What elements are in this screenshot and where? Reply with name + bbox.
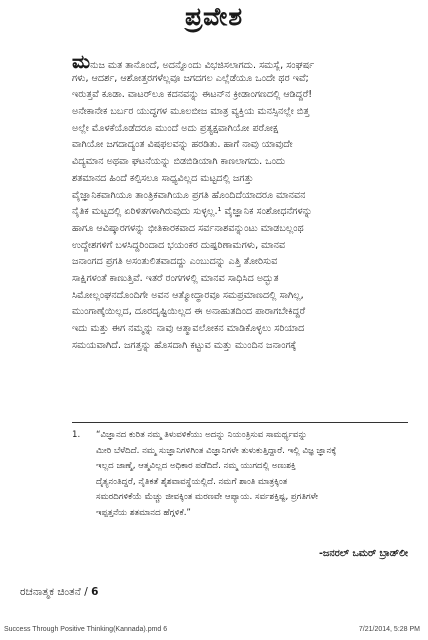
footnote-line: ಸಮರದಿಗಳಿಕೆಯೆ ಮೆಚ್ಚು ಜೀವಕ್ಕಿಂತ ಮರಣವೇ ಆಪ್ಯಾಯ. ಸರ್ವಶಕ್ತಿಷ್ಟ, ಪ್ರಗತಿಗಳೇ xyxy=(96,492,319,502)
body-line: ನೈತಿಕ ಮಟ್ಟದಲ್ಲಿ ಏರಿಳಿತಗಳಾಗಿರುವುದು ಸುಳ್ಳಲ್ಲ.¹ ವೈಜ್ಞಾನಿಕ ಸಂಶೋಧನೆಗಳನ್ನು xyxy=(72,206,313,218)
footnote-line: ಇಲ್ಲದ ಜಾಣ್ಮೆ, ಆತ್ಮವಿಲ್ಲದ ಅಧಿಕಾರ ಪಡೆದಿದೆ. ನಮ್ಮ ಯುಗದಲ್ಲಿ ಅಣುಶಕ್ತಿ xyxy=(96,461,296,471)
footnote-line: ಇಪ್ಪತ್ತನೆಯ ಶತಮಾನದ ಹೆಗ್ಗಳಿಕೆ.” xyxy=(96,507,191,518)
slug-page: 6 xyxy=(163,626,168,633)
slug-datetime: 7/21/2014, 5:28 PM xyxy=(358,626,420,633)
body-line: ವಿದ್ಯಮಾನ ಅಥವಾ ಘಟನೆಯನ್ನು ಬಿಡಬಿಡಿಯಾಗಿ ಕಾಣಲಾಗದು. ಒಂದು xyxy=(72,156,286,168)
body-line: ಜನಾಂಗದ ಪ್ರಗತಿ ಅಸಂತುಲಿತವಾದದ್ದು ಎಂಬುದನ್ನು ಎತ್ತಿ ತೋರಿಸುವ xyxy=(72,256,278,268)
drop-cap: ಮ xyxy=(72,54,91,71)
body-line: ಹಾಗೂ ಆವಿಷ್ಕಾರಗಳನ್ನು ಭೀತಿಕಾರಕವಾದ ಸರ್ವನಾಶವನ್ನುಂಟು ಮಾಡಬಲ್ಲಂಥ xyxy=(72,222,304,234)
footnote-divider xyxy=(72,422,408,423)
body-text xyxy=(72,54,408,354)
quote-attribution: -ಜನರಲ್ ಒಮರ್ ಬ್ರಾಡ್‌ಲೀ xyxy=(318,548,408,559)
body-line: ಮುಂಗಾಣ್ಕೆಯಿಲ್ಲದ, ದೂರದೃಷ್ಟಿಯಿಲ್ಲದ ಈ ಅನಾಹುತದಿಂದ ಪಾರಾಗಬೇಕಿದ್ದರೆ xyxy=(72,306,306,318)
footer-separator: / xyxy=(80,586,92,598)
body-line: ವೈಜ್ಞಾನಿಕವಾಗಿಯೂ ತಾಂತ್ರಿಕವಾಗಿಯೂ ಪ್ರಗತಿ ಹೊಂದಿದೆಯಾದರೂ ಮಾನವನ xyxy=(72,189,306,201)
body-line: ವಾಗಿಯೋ ಜಗದಾದ್ಯಂತ ವಿಷಫಲವನ್ನು ಹರಡಿತು. ಹಾಗೆ ನಾವು ಯಾವುದೇ xyxy=(72,139,293,151)
page-footer xyxy=(20,586,98,599)
body-line: ಸಿಮೋಲ್ಲಂಘನದೊಂದಿಗೇ ಅವನ ಆತ್ಮೋದ್ಧಾರವೂ ಸಮಪ್ರಮಾಣದಲ್ಲಿ ಸಾಗಿಲ್ಲ, xyxy=(72,289,304,301)
body-line: ಇರುತ್ತವೆ ಕೂಡಾ. ವಾಟರ್‌ಲೂ ಕದನವನ್ನು ಈಟನ್‌ನ ಕ್ರೀಡಾಂಗಣದಲ್ಲಿ ಆಡಿದ್ದರೆ! xyxy=(72,89,313,101)
body-line: ಅಲ್ಲೇ ಮೊಳಕೆಯೊಡೆದರೂ ಮುಂದೆ ಅದು ಪ್ರತ್ಯಕ್ಷವಾಗಿಯೋ ಪರೋಕ್ಷ xyxy=(72,122,279,134)
body-line: ಉದ್ದೇಶಗಳಿಗೆ ಬಳಸಿದ್ದರಿಂದಾದ ಭಯಂಕರ ದುಷ್ಪರಿಣಾಮಗಳು, ಮಾನವ xyxy=(72,239,286,251)
body-line: ಸಾಕ್ಷಿಗಳಂತೆ ಕಾಣುತ್ತಿವೆ. ಇತರೆ ರಂಗಗಳಲ್ಲಿ ಮಾನವ ಸಾಧಿಸಿದ ಅದ್ಭುತ xyxy=(72,272,279,284)
book-title-label: ರಚನಾತ್ಮಕ ಚಿಂತನೆ xyxy=(20,586,81,598)
body-line: ಶತಮಾನದ ಹಿಂದೆ ಕಲ್ಪಿಸಲೂ ಸಾಧ್ಯವಿಲ್ಲದ ಮಟ್ಟದಲ್ಲಿ ಜಗತ್ತು xyxy=(72,172,254,184)
page-number: 6 xyxy=(91,586,99,598)
footnote-number: 1. xyxy=(72,430,81,440)
slug-filename: Success Through Positive Thinking(Kannada).pmd xyxy=(4,626,162,633)
footnote-text xyxy=(96,428,408,521)
body-line-text: ನುಜ ಮತ ತಾನೊಂದೆ, ಅದನ್ನೊಂದು ವಿಭಜಿಸಲಾಗದು. ಸಮಸ್ಯೆ, ಸಂಘರ್ಷ xyxy=(90,60,315,71)
chapter-title: ಪ್ರವೇಶ xyxy=(184,2,244,31)
body-line: ಇದು ಮತ್ತು ಈಗ ನಮ್ಮನ್ನು ನಾವು ಆತ್ಮಾವಲೋಕನ ಮಾಡಿಕೊಳ್ಳಲು ಸರಿಯಾದ xyxy=(72,323,305,334)
footnote-line: ಮೀರಿ ಬೆಳೆದಿದೆ. ನಮ್ಮ ಸುಜ್ಞಾನಿಗಳಿಗಿಂತ ವಿಜ್ಞಾನಿಗಳೇ ತುಳುಕುತ್ತಿದ್ದಾರೆ. ಇಲ್ಲಿ ವಿಜ್ಞ ಜ್ಞಾನಕ್ಕೆ xyxy=(96,445,337,456)
footnote-line: ದೈತ್ಯನಂತಿದ್ದರೆ, ನೈತಿಕತೆ ಶೈಶವಾವಸ್ಥೆಯಲ್ಲಿದೆ. ನಮಗೆ ಶಾಂತಿ ಮಾತ್ರಕ್ಕಿಂತ xyxy=(96,476,288,487)
footnote xyxy=(72,428,408,521)
body-line xyxy=(72,54,408,71)
footnote-line: “ವಿಜ್ಞಾನದ ಕುರಿತ ನಮ್ಮ ತಿಳುವಳಿಕೆಯು ಅದನ್ನು ನಿಯಂತ್ರಿಸುವ ಸಾಮರ್ಥ್ಯವನ್ನು xyxy=(96,430,308,440)
body-line: ಗಳು, ಆದರ್ಶ, ಆಶೋತ್ತರಗಳೆಲ್ಲವೂ ಜಗದಗಲ ಎಲ್ಲೆಡೆಯೂ ಒಂದೇ ಥರ ಇವೆ; xyxy=(72,72,309,84)
body-line: ಅನೇಕಾನೇಕ ಬರ್ಬರ ಯುದ್ಧಗಳ ಮೂಲಬೀಜ ಮಾತ್ರ ವ್ಯಕ್ತಿಯ ಮನಸ್ಸಿನಲ್ಲೇ ಬಿತ್ತ xyxy=(72,106,310,118)
body-line: ಸಮಯವಾಗಿದೆ. ಜಗತ್ತನ್ನು ಹೊಸದಾಗಿ ಕಟ್ಟುವ ಮತ್ತು ಮುಂದಿನ ಜನಾಂಗಕ್ಕೆ xyxy=(72,339,297,351)
